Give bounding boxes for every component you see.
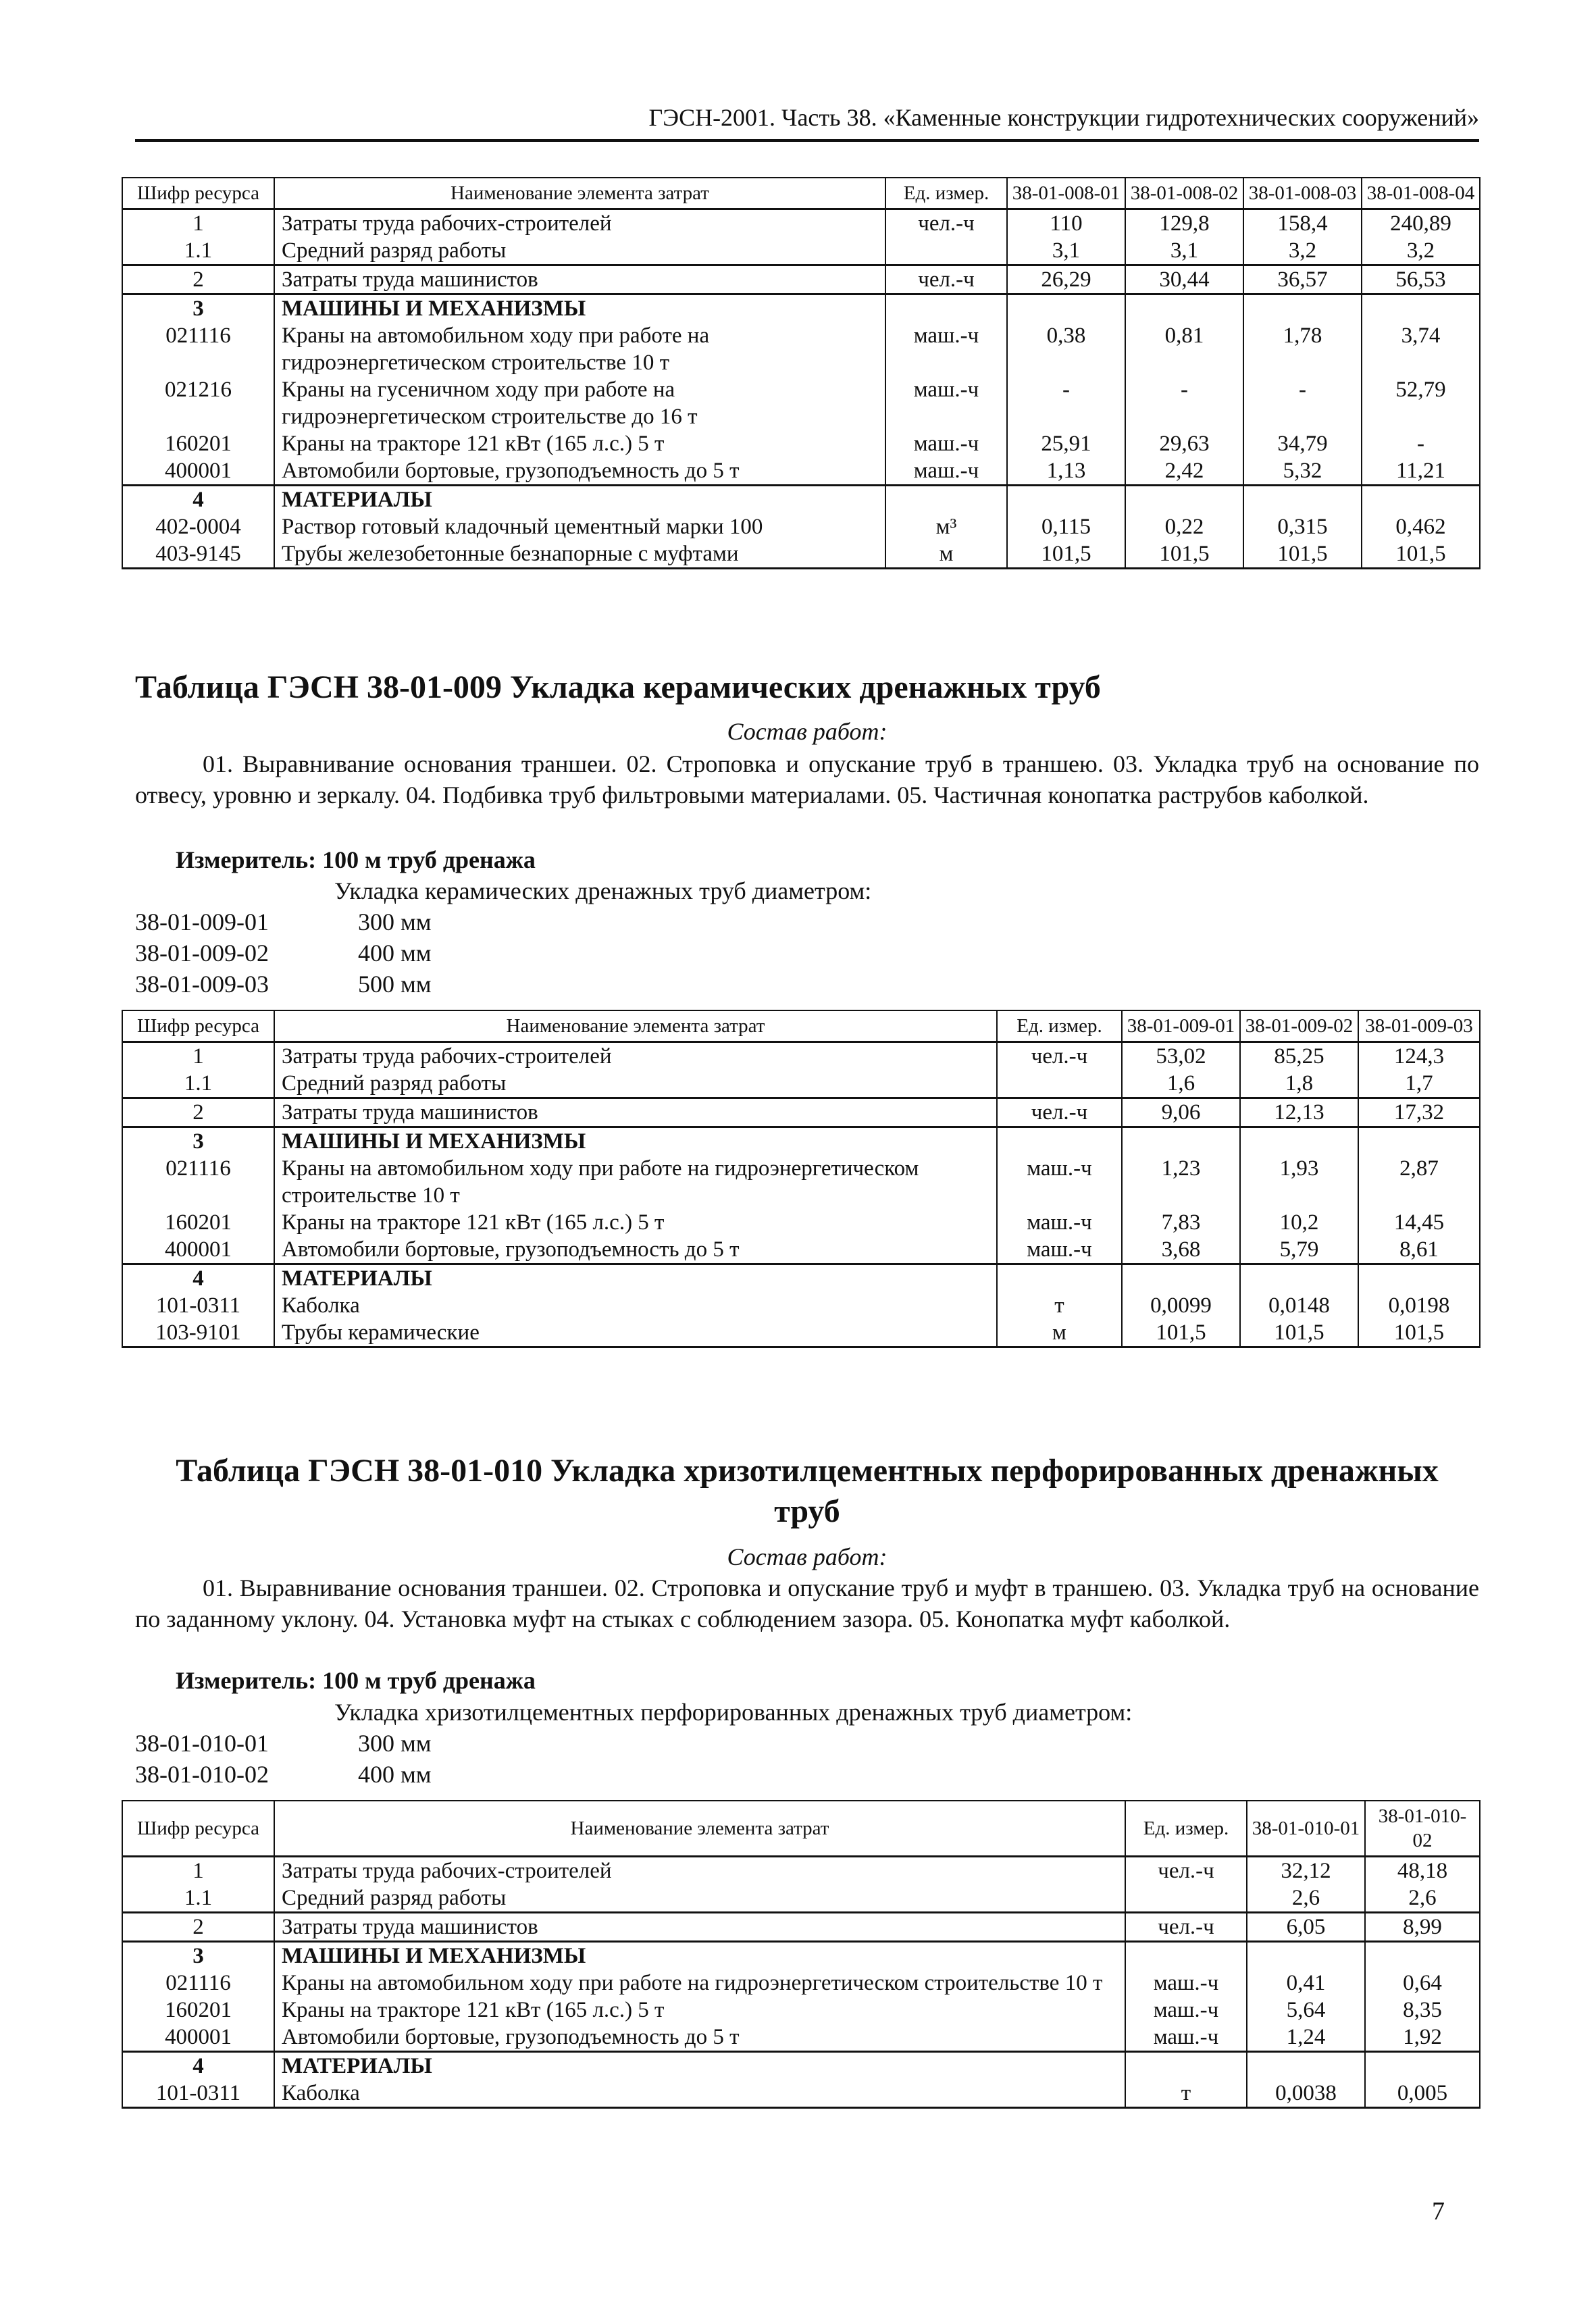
resource-unit: чел.-ч [885,209,1007,238]
resource-code: 3 [122,1127,274,1156]
resource-code: 4 [122,1264,274,1293]
table-title-line: труб [774,1493,840,1529]
resource-unit: чел.-ч [1125,1857,1247,1885]
table-row [122,322,1480,376]
section-row [122,1127,1480,1156]
norm-value: 8,35 [1365,1997,1480,2024]
norm-value: 2,87 [1358,1155,1480,1209]
work-composition-text: 01. Выравнивание основания траншеи. 02. Строповка и опускание труб и муфт в траншею. 03. Укладка труб на основание по заданному уклону. 04. Установка муфт на стыках с соблюдением зазора. 05. Конопатка муфт каболкой. [135,1574,1479,1632]
norm-value: 53,02 [1122,1042,1240,1071]
resource-code: 1.1 [122,1070,274,1098]
variant-item [135,906,432,937]
resource-code: 021216 [122,376,274,430]
table-row [122,540,1480,569]
resource-name: Автомобили бортовые, грузоподъемность до 5 т [274,1236,997,1264]
variant-label: 500 мм [358,971,432,998]
resource-name: Затраты труда машинистов [274,1913,1125,1942]
table-row [122,1155,1480,1209]
norm-value [1243,294,1362,323]
table-header-row [122,178,1480,209]
norm-value: 101,5 [1125,540,1243,569]
resource-unit: т [997,1292,1122,1319]
norm-value: 101,5 [1240,1319,1358,1347]
norm-value: 5,64 [1247,1997,1365,2024]
norm-value: 6,05 [1247,1913,1365,1942]
table-row [122,2024,1480,2052]
variant-code: 38-01-009-02 [135,940,269,967]
norm-value: 3,1 [1007,237,1125,265]
variant-item [135,1759,432,1790]
resource-code: 101-0311 [122,1292,274,1319]
col-header-unit: Ед. измер. [1125,1801,1247,1857]
table-row [122,513,1480,540]
resource-code: 2 [122,1913,274,1942]
norm-value [1007,486,1125,514]
resource-code: 1 [122,1857,274,1885]
table-row [122,2080,1480,2108]
table-row [122,1913,1480,1942]
resource-code: 101-0311 [122,2080,274,2108]
variant-item [135,1728,432,1759]
norm-value: 0,0038 [1247,2080,1365,2108]
norm-value [1125,294,1243,323]
resource-unit [885,237,1007,265]
norm-value [1247,2052,1365,2080]
norm-value: 30,44 [1125,265,1243,294]
norm-value: 0,462 [1362,513,1480,540]
table-row [122,1857,1480,1885]
norm-value: 0,315 [1243,513,1362,540]
resource-code: 021116 [122,1155,274,1209]
resource-name: Краны на автомобильном ходу при работе на гидроэнергетическом строительстве 10 т [274,1970,1125,1997]
table-row [122,1884,1480,1913]
resource-name: Краны на автомобильном ходу при работе на гидроэнергетическом строительстве 10 т [274,322,885,376]
norm-value [1358,1264,1480,1293]
resource-code: 1.1 [122,1884,274,1913]
norm-value: 17,32 [1358,1098,1480,1127]
col-header-code: Шифр ресурса [122,1010,274,1042]
resource-code: 3 [122,1942,274,1970]
resource-code: 400001 [122,457,274,486]
norm-value: 3,2 [1243,237,1362,265]
variant-heading: Укладка керамических дренажных труб диаметром: [334,877,872,904]
norm-value: 5,32 [1243,457,1362,486]
col-header-variant: 38-01-008-01 [1007,178,1125,209]
table-title: Таблица ГЭСН 38-01-009 Укладка керамических дренажных труб [135,669,1101,705]
table-row [122,237,1480,265]
variant-label: 300 мм [358,908,432,935]
resource-code: 400001 [122,1236,274,1264]
section-heading: МАШИНЫ И МЕХАНИЗМЫ [274,294,885,323]
norm-value: 8,99 [1365,1913,1480,1942]
resource-unit: чел.-ч [1125,1913,1247,1942]
table-row [122,265,1480,294]
col-header-unit: Ед. измер. [997,1010,1122,1042]
section-heading: МАТЕРИАЛЫ [274,1264,997,1293]
resource-code: 4 [122,486,274,514]
norm-value: 1,6 [1122,1070,1240,1098]
norm-value: 0,38 [1007,322,1125,376]
norm-value: 0,115 [1007,513,1125,540]
resource-unit: маш.-ч [885,322,1007,376]
resource-unit [1125,1884,1247,1913]
resource-unit [885,486,1007,514]
resource-name: Краны на тракторе 121 кВт (165 л.с.) 5 т [274,1209,997,1236]
norm-value: 2,6 [1247,1884,1365,1913]
section-heading: МАТЕРИАЛЫ [274,486,885,514]
table-row [122,376,1480,430]
col-header-variant: 38-01-010-01 [1247,1801,1365,1857]
table-title-line: Таблица ГЭСН 38-01-010 Укладка хризотилцементных перфорированных дренажных [176,1453,1439,1489]
variant-item [135,969,432,1000]
resource-code: 1.1 [122,237,274,265]
resource-code: 103-9101 [122,1319,274,1347]
resource-code: 1 [122,209,274,238]
section-heading: МАТЕРИАЛЫ [274,2052,1125,2080]
col-header-variant: 38-01-008-02 [1125,178,1243,209]
variant-code: 38-01-010-01 [135,1730,269,1757]
norm-value: 1,93 [1240,1155,1358,1209]
col-header-code: Шифр ресурса [122,178,274,209]
variant-heading: Укладка хризотилцементных перфорированных дренажных труб диаметром: [334,1699,1133,1726]
table-row [122,1997,1480,2024]
resource-unit: маш.-ч [885,457,1007,486]
table-row [122,1319,1480,1347]
norm-value [1122,1264,1240,1293]
norm-value: 240,89 [1362,209,1480,238]
norm-value: 1,8 [1240,1070,1358,1098]
col-header-variant: 38-01-010-02 [1365,1801,1480,1857]
resource-unit [1125,1942,1247,1970]
variant-code: 38-01-009-01 [135,908,269,935]
norm-value: 3,2 [1362,237,1480,265]
norm-value: 25,91 [1007,430,1125,457]
variant-code: 38-01-010-02 [135,1761,269,1788]
col-header-code: Шифр ресурса [122,1801,274,1857]
resource-name: Каболка [274,1292,997,1319]
resource-code: 2 [122,1098,274,1127]
norm-value: 129,8 [1125,209,1243,238]
norm-table-38-01-009 [122,1010,1481,1348]
norm-value: 0,0198 [1358,1292,1480,1319]
norm-value: 32,12 [1247,1857,1365,1885]
resource-name: Трубы керамические [274,1319,997,1347]
resource-code: 402-0004 [122,513,274,540]
norm-value: 101,5 [1122,1319,1240,1347]
resource-unit: м³ [885,513,1007,540]
norm-value [1362,486,1480,514]
norm-value: 29,63 [1125,430,1243,457]
resource-code: 160201 [122,430,274,457]
resource-name: Затраты труда рабочих-строителей [274,1857,1125,1885]
resource-unit: маш.-ч [885,376,1007,430]
resource-unit: маш.-ч [1125,1970,1247,1997]
resource-code: 160201 [122,1997,274,2024]
norm-value: 48,18 [1365,1857,1480,1885]
resource-name: Краны на автомобильном ходу при работе на гидроэнергетическом строительстве 10 т [274,1155,997,1209]
variant-code: 38-01-009-03 [135,971,269,998]
col-header-name: Наименование элемента затрат [274,1010,997,1042]
norm-value: 9,06 [1122,1098,1240,1127]
resource-unit: чел.-ч [997,1098,1122,1127]
resource-code: 403-9145 [122,540,274,569]
resource-unit: маш.-ч [997,1236,1122,1264]
resource-name: Краны на тракторе 121 кВт (165 л.с.) 5 т [274,430,885,457]
section-row [122,486,1480,514]
norm-value: 0,22 [1125,513,1243,540]
resource-name: Средний разряд работы [274,1070,997,1098]
resource-code: 021116 [122,322,274,376]
norm-value: 0,41 [1247,1970,1365,1997]
resource-name: Затраты труда машинистов [274,265,885,294]
norm-value: - [1362,430,1480,457]
norm-value: - [1007,376,1125,430]
table-title [135,1451,1479,1532]
table-row [122,1970,1480,1997]
resource-unit: маш.-ч [1125,1997,1247,2024]
section-heading: МАШИНЫ И МЕХАНИЗМЫ [274,1942,1125,1970]
norm-value [1365,2052,1480,2080]
norm-value: 110 [1007,209,1125,238]
resource-unit [997,1127,1122,1156]
resource-name: Затраты труда рабочих-строителей [274,1042,997,1071]
resource-name: Краны на гусеничном ходу при работе на гидроэнергетическом строительстве до 16 т [274,376,885,430]
resource-unit: маш.-ч [997,1155,1122,1209]
resource-code: 4 [122,2052,274,2080]
col-header-variant: 38-01-009-03 [1358,1010,1480,1042]
resource-unit [885,294,1007,323]
resource-unit [1125,2052,1247,2080]
resource-unit [997,1070,1122,1098]
norm-value: 124,3 [1358,1042,1480,1071]
work-composition-heading: Состав работ: [727,718,887,745]
norm-value: 101,5 [1007,540,1125,569]
resource-name: Краны на тракторе 121 кВт (165 л.с.) 5 т [274,1997,1125,2024]
norm-value: 10,2 [1240,1209,1358,1236]
col-header-variant: 38-01-008-04 [1362,178,1480,209]
resource-code: 3 [122,294,274,323]
resource-code: 160201 [122,1209,274,1236]
resource-code: 400001 [122,2024,274,2052]
variant-label: 400 мм [358,1761,432,1788]
norm-value [1358,1127,1480,1156]
section-heading: МАШИНЫ И МЕХАНИЗМЫ [274,1127,997,1156]
header-rule [135,139,1479,142]
norm-value: 12,13 [1240,1098,1358,1127]
norm-value: 7,83 [1122,1209,1240,1236]
norm-value [1247,1942,1365,1970]
norm-value: 101,5 [1362,540,1480,569]
work-composition-text: 01. Выравнивание основания траншеи. 02. Строповка и опускание труб в траншею. 03. Укладка труб на основание по отвесу, уровню и зеркалу. 04. Подбивка труб фильтровыми материалами. 05. Частичная конопатка раструбов каболкой. [135,750,1479,808]
norm-value: 1,7 [1358,1070,1480,1098]
section-row [122,1942,1480,1970]
norm-value: 0,0099 [1122,1292,1240,1319]
norm-value: 1,13 [1007,457,1125,486]
norm-value [1125,486,1243,514]
norm-value: 8,61 [1358,1236,1480,1264]
resource-unit: т [1125,2080,1247,2108]
norm-value: 5,79 [1240,1236,1358,1264]
resource-code: 1 [122,1042,274,1071]
norm-value: 1,92 [1365,2024,1480,2052]
norm-value: 2,42 [1125,457,1243,486]
page-number: 7 [1432,2197,1445,2226]
table-row [122,430,1480,457]
norm-value: 52,79 [1362,376,1480,430]
section-row [122,1264,1480,1293]
variant-label: 300 мм [358,1730,432,1757]
col-header-variant: 38-01-009-01 [1122,1010,1240,1042]
table-row [122,209,1480,238]
resource-unit: чел.-ч [885,265,1007,294]
norm-value: 0,0148 [1240,1292,1358,1319]
norm-value: 101,5 [1358,1319,1480,1347]
norm-value: 56,53 [1362,265,1480,294]
col-header-unit: Ед. измер. [885,178,1007,209]
norm-value: - [1125,376,1243,430]
resource-code: 2 [122,265,274,294]
resource-name: Автомобили бортовые, грузоподъемность до 5 т [274,2024,1125,2052]
table-row [122,457,1480,486]
col-header-name: Наименование элемента затрат [274,1801,1125,1857]
norm-value: 14,45 [1358,1209,1480,1236]
col-header-name: Наименование элемента затрат [274,178,885,209]
resource-unit: м [885,540,1007,569]
norm-value: 36,57 [1243,265,1362,294]
norm-value: 2,6 [1365,1884,1480,1913]
norm-value: 34,79 [1243,430,1362,457]
resource-unit: м [997,1319,1122,1347]
variant-label: 400 мм [358,940,432,967]
table-row [122,1098,1480,1127]
measure-unit: Измеритель: 100 м труб дренажа [176,846,536,873]
resource-name: Затраты труда машинистов [274,1098,997,1127]
col-header-variant: 38-01-009-02 [1240,1010,1358,1042]
resource-name: Затраты труда рабочих-строителей [274,209,885,238]
norm-value [1122,1127,1240,1156]
norm-value: 1,24 [1247,2024,1365,2052]
resource-name: Каболка [274,2080,1125,2108]
norm-value: 0,005 [1365,2080,1480,2108]
norm-value [1243,486,1362,514]
norm-value [1362,294,1480,323]
measure-unit: Измеритель: 100 м труб дренажа [176,1667,536,1694]
norm-value [1007,294,1125,323]
resource-unit: чел.-ч [997,1042,1122,1071]
col-header-variant: 38-01-008-03 [1243,178,1362,209]
table-row [122,1042,1480,1071]
norm-value: 101,5 [1243,540,1362,569]
norm-value [1240,1127,1358,1156]
table-header-row [122,1010,1480,1042]
norm-value [1240,1264,1358,1293]
norm-table-38-01-010 [122,1800,1481,2109]
norm-value: 3,68 [1122,1236,1240,1264]
norm-value: 1,23 [1122,1155,1240,1209]
norm-value: 26,29 [1007,265,1125,294]
section-row [122,294,1480,323]
resource-unit: маш.-ч [1125,2024,1247,2052]
table-row [122,1209,1480,1236]
resource-name: Средний разряд работы [274,237,885,265]
table-row [122,1070,1480,1098]
norm-value: 85,25 [1240,1042,1358,1071]
resource-code: 021116 [122,1970,274,1997]
resource-name: Раствор готовый кладочный цементный марки 100 [274,513,885,540]
resource-unit: маш.-ч [997,1209,1122,1236]
norm-value [1365,1942,1480,1970]
resource-name: Трубы железобетонные безнапорные с муфтами [274,540,885,569]
norm-value: - [1243,376,1362,430]
norm-value: 3,74 [1362,322,1480,376]
norm-value: 11,21 [1362,457,1480,486]
variant-item [135,937,432,969]
norm-value: 0,81 [1125,322,1243,376]
resource-name: Автомобили бортовые, грузоподъемность до 5 т [274,457,885,486]
norm-value: 0,64 [1365,1970,1480,1997]
norm-value: 3,1 [1125,237,1243,265]
resource-unit [997,1264,1122,1293]
table-row [122,1236,1480,1264]
running-header: ГЭСН-2001. Часть 38. «Каменные конструкции гидротехнических сооружений» [648,104,1479,131]
resource-name: Средний разряд работы [274,1884,1125,1913]
table-header-row [122,1801,1480,1857]
norm-value: 158,4 [1243,209,1362,238]
norm-table-38-01-008 [122,177,1481,569]
resource-unit: маш.-ч [885,430,1007,457]
section-row [122,2052,1480,2080]
norm-value: 1,78 [1243,322,1362,376]
work-composition-heading: Состав работ: [727,1543,887,1570]
table-row [122,1292,1480,1319]
